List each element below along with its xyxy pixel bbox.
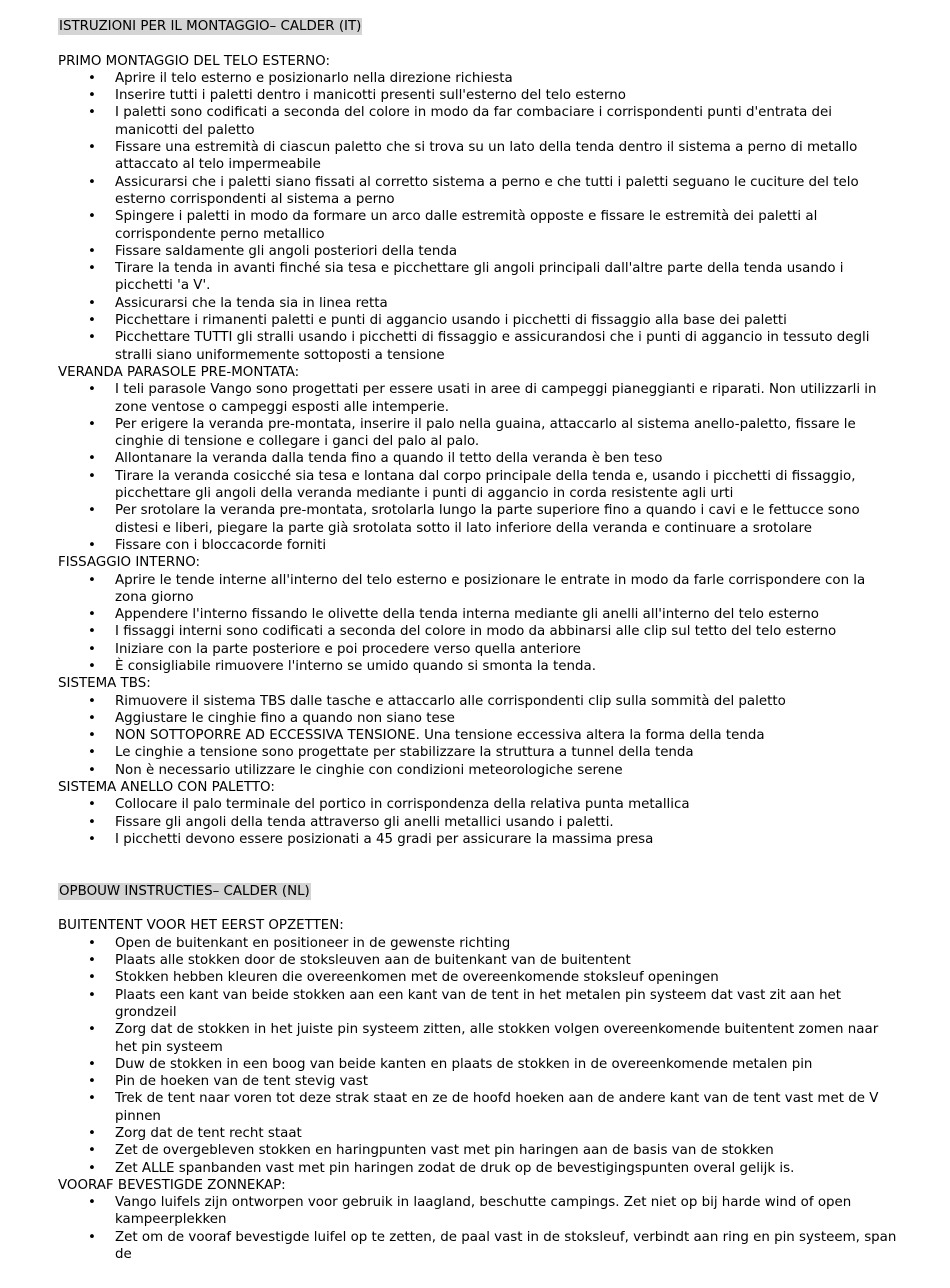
section-primo-montaggio: [58, 53, 898, 364]
list-item: • Spingere i paletti in modo da formare un arco dalle estremità opposte e fissare le estremità dei paletti al corrispondente perno metallico: [58, 208, 898, 243]
list-item: • Inserire tutti i paletti dentro i manicotti presenti sull'esterno del telo esterno: [58, 87, 898, 104]
list-item: • Per srotolare la veranda pre-montata, srotolarla lungo la parte superiore fino a quando i cavi e le fettucce sono distesi e liberi, piegare la parte già srotolata sotto il lato inferiore della veranda e continuare a srotolare: [58, 502, 898, 537]
list-item: • Tirare la veranda cosicché sia tesa e lontana dal corpo principale della tenda e, usando i picchetti di fissaggio, picchettare gli angoli della veranda mediante i punti di aggancio in corda resistente agli urti: [58, 468, 898, 503]
list-item: • Iniziare con la parte posteriore e poi procedere verso quella anteriore: [58, 641, 898, 658]
doc-it: [58, 18, 898, 848]
bullet-list: [58, 572, 898, 676]
section-heading: FISSAGGIO INTERNO:: [58, 555, 201, 571]
list-item: • Picchettare TUTTI gli stralli usando i picchetti di fissaggio e assicurandosi che i punti di aggancio in tessuto degli stralli siano uniformemente sottoposti a tensione: [58, 329, 898, 364]
list-item: • Rimuovere il sistema TBS dalle tasche e attaccarlo alle corrispondenti clip sulla sommità del paletto: [58, 693, 898, 710]
list-item: • Fissare con i bloccacorde forniti: [58, 537, 898, 554]
section-heading: SISTEMA TBS:: [58, 676, 151, 692]
list-item: • Tirare la tenda in avanti finché sia tesa e picchettare gli angoli principali dall'altre parte della tenda usando i picchetti 'a V'.: [58, 260, 898, 295]
section-heading: VOORAF BEVESTIGDE ZONNEKAP:: [58, 1177, 286, 1193]
list-item: • Fissare saldamente gli angoli posteriori della tenda: [58, 243, 898, 260]
list-item: • Plaats een kant van beide stokken aan een kant van de tent in het metalen pin systeem dat vast zit aan het grondzeil: [58, 987, 898, 1022]
list-item: • Aprire il telo esterno e posizionarlo nella direzione richiesta: [58, 70, 898, 87]
section-veranda-parasole: [58, 364, 898, 554]
bullet-list: [58, 381, 898, 554]
list-item: • Non è necessario utilizzare le cinghie con condizioni meteorologiche serene: [58, 762, 898, 779]
list-item: • Zorg dat de stokken in het juiste pin systeem zitten, alle stokken volgen overeenkomende buitentent zomen naar het pin systeem: [58, 1021, 898, 1056]
list-item: • Fissare una estremità di ciascun paletto che si trova su un lato della tenda dentro il sistema a perno di metallo attaccato al telo impermeabile: [58, 139, 898, 174]
section-sistema-anello: [58, 779, 898, 848]
list-item: • Le cinghie a tensione sono progettate per stabilizzare la struttura a tunnel della tenda: [58, 744, 898, 761]
list-item: • I picchetti devono essere posizionati a 45 gradi per assicurare la massima presa: [58, 831, 898, 848]
section-buitentent: [58, 917, 898, 1176]
section-fissaggio-interno: [58, 554, 898, 675]
bullet-list: [58, 796, 898, 848]
bullet-list: [58, 693, 898, 779]
section-zonnekap: [58, 1177, 898, 1263]
bullet-list: [58, 935, 898, 1177]
list-item: • Zet ALLE spanbanden vast met pin haringen zodat de druk op de bevestigingspunten overal gelijk is.: [58, 1160, 898, 1177]
section-sistema-tbs: [58, 675, 898, 779]
list-item: • I paletti sono codificati a seconda del colore in modo da far combaciare i corrispondenti punti d'entrata dei manicotti del paletto: [58, 104, 898, 139]
doc-nl: [58, 883, 898, 1264]
list-item: • Appendere l'interno fissando le olivette della tenda interna mediante gli anelli all'interno del telo esterno: [58, 606, 898, 623]
section-heading: SISTEMA ANELLO CON PALETTO:: [58, 780, 275, 796]
list-item: • Trek de tent naar voren tot deze strak staat en ze de hoofd hoeken aan de andere kant van de tent vast met de V pinnen: [58, 1090, 898, 1125]
list-item: • NON SOTTOPORRE AD ECCESSIVA TENSIONE. Una tensione eccessiva altera la forma della tenda: [58, 727, 898, 744]
list-item: • Allontanare la veranda dalla tenda fino a quando il tetto della veranda è ben teso: [58, 450, 898, 467]
list-item: • Fissare gli angoli della tenda attraverso gli anelli metallici usando i paletti.: [58, 814, 898, 831]
list-item: • Duw de stokken in een boog van beide kanten en plaats de stokken in de overeenkomende metalen pin: [58, 1056, 898, 1073]
list-item: • Per erigere la veranda pre-montata, inserire il palo nella guaina, attaccarlo al sistema anello-paletto, fissare le cinghie di tensione e collegare i ganci del palo al palo.: [58, 416, 898, 451]
section-heading: BUITENTENT VOOR HET EERST OPZETTEN:: [58, 918, 344, 934]
list-item: • Stokken hebben kleuren die overeenkomen met de overeenkomende stoksleuf openingen: [58, 969, 898, 986]
list-item: • Aprire le tende interne all'interno del telo esterno e posizionare le entrate in modo da farle corrispondere con la zona giorno: [58, 572, 898, 607]
bullet-list: [58, 70, 898, 364]
list-item: • I teli parasole Vango sono progettati per essere usati in aree di campeggi pianeggianti e riparati. Non utilizzarli in zone ventose o campeggi esposti alle intemperie.: [58, 381, 898, 416]
list-item: • Aggiustare le cinghie fino a quando non siano tese: [58, 710, 898, 727]
list-item: • Zet de overgebleven stokken en haringpunten vast met pin haringen aan de basis van de stokken: [58, 1142, 898, 1159]
list-item: • Plaats alle stokken door de stoksleuven aan de buitenkant van de buitentent: [58, 952, 898, 969]
bullet-list: [58, 1194, 898, 1263]
list-item: • I fissaggi interni sono codificati a seconda del colore in modo da abbinarsi alle clip sul tetto del telo esterno: [58, 623, 898, 640]
list-item: • Pin de hoeken van de tent stevig vast: [58, 1073, 898, 1090]
list-item: • Picchettare i rimanenti paletti e punti di aggancio usando i picchetti di fissaggio alla base dei paletti: [58, 312, 898, 329]
list-item: • Zet om de vooraf bevestigde luifel op te zetten, de paal vast in de stoksleuf, verbindt aan ring en pin systeem, span de: [58, 1229, 898, 1264]
list-item: • Assicurarsi che i paletti siano fissati al corretto sistema a perno e che tutti i paletti seguano le cuciture del telo esterno corrispondenti al sistema a perno: [58, 174, 898, 209]
section-heading: PRIMO MONTAGGIO DEL TELO ESTERNO:: [58, 53, 330, 69]
doc-title: ISTRUZIONI PER IL MONTAGGIO– CALDER (IT): [59, 19, 362, 34]
section-heading: VERANDA PARASOLE PRE-MONTATA:: [58, 364, 300, 380]
list-item: • Vango luifels zijn ontworpen voor gebruik in laagland, beschutte campings. Zet niet op bij harde wind of open kampeerplekken: [58, 1194, 898, 1229]
list-item: • Open de buitenkant en positioneer in de gewenste richting: [58, 935, 898, 952]
list-item: • È consigliabile rimuovere l'interno se umido quando si smonta la tenda.: [58, 658, 898, 675]
list-item: • Assicurarsi che la tenda sia in linea retta: [58, 295, 898, 312]
list-item: • Collocare il palo terminale del portico in corrispondenza della relativa punta metallica: [58, 796, 898, 813]
document-page: [58, 18, 898, 1263]
doc-title: OPBOUW INSTRUCTIES– CALDER (NL): [59, 883, 310, 899]
list-item: • Zorg dat de tent recht staat: [58, 1125, 898, 1142]
